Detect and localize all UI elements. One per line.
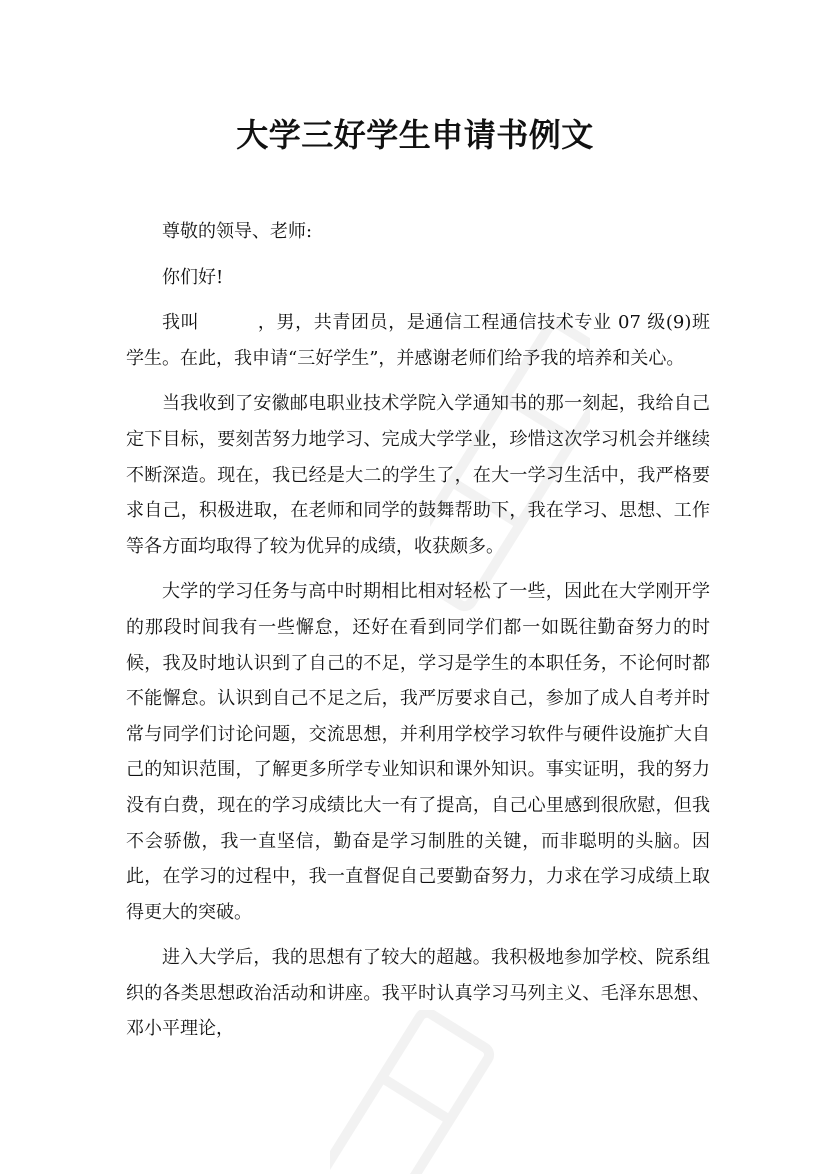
document-title: 大学三好学生申请书例文	[236, 116, 594, 154]
greeting: 你们好!	[162, 266, 224, 288]
body-paragraph: 大学的学习任务与高中时期相比相对轻松了一些，因此在大学刚开学的那段时间我有一些懈怠，还好在看到同学们都一如既往勤奋努力的时候，我及时地认识到了自己的不足，学习是学生的本职任务，不论何时都不能懈怠。认识到自己不足之后，我严厉要求自己，参加了成人自考并时常与同学们讨论问题，交流思想，并利用学校学习软件与硬件设施扩大自己的知识范围，了解更多所学专业知识和课外知识。事实证明，我的努力没有白费，现在的学习成绩比大一有了提高，自己心里感到很欣慰，但我不会骄傲，我一直坚信，勤奋是学习制胜的关键，而非聪明的头脑。因此，在学习的过程中，我一直督促自己要勤奋努力，力求在学习成绩上取得更大的突破。	[126, 581, 710, 923]
intro-after-name: ，男，共青团员，是通信工程通信技术专业 07 级(9)班学生。在此，我申请“三好学生”，并感谢老师们给予我的培养和关心。	[126, 312, 711, 369]
intro-before-name: 我叫	[162, 312, 200, 334]
body-paragraph: 进入大学后，我的思想有了较大的超越。我积极地参加学校、院系组织的各类思想政治活动和讲座。我平时认真学习马列主义、毛泽东思想、邓小平理论，	[126, 947, 710, 1040]
salutation: 尊敬的领导、老师:	[162, 221, 313, 242]
intro-paragraph	[126, 305, 710, 376]
body-paragraph: 当我收到了安徽邮电职业技术学院入学通知书的那一刻起，我给自己定下目标，要刻苦努力地学习、完成大学学业，珍惜这次学习机会并继续不断深造。现在，我已经是大二的学生了，在大一学习生活中，我严格要求自己，积极进取，在老师和同学的鼓舞帮助下，我在学习、思想、工作等各方面均取得了较为优异的成绩，收获颇多。	[126, 393, 710, 557]
document-body	[126, 214, 710, 1057]
